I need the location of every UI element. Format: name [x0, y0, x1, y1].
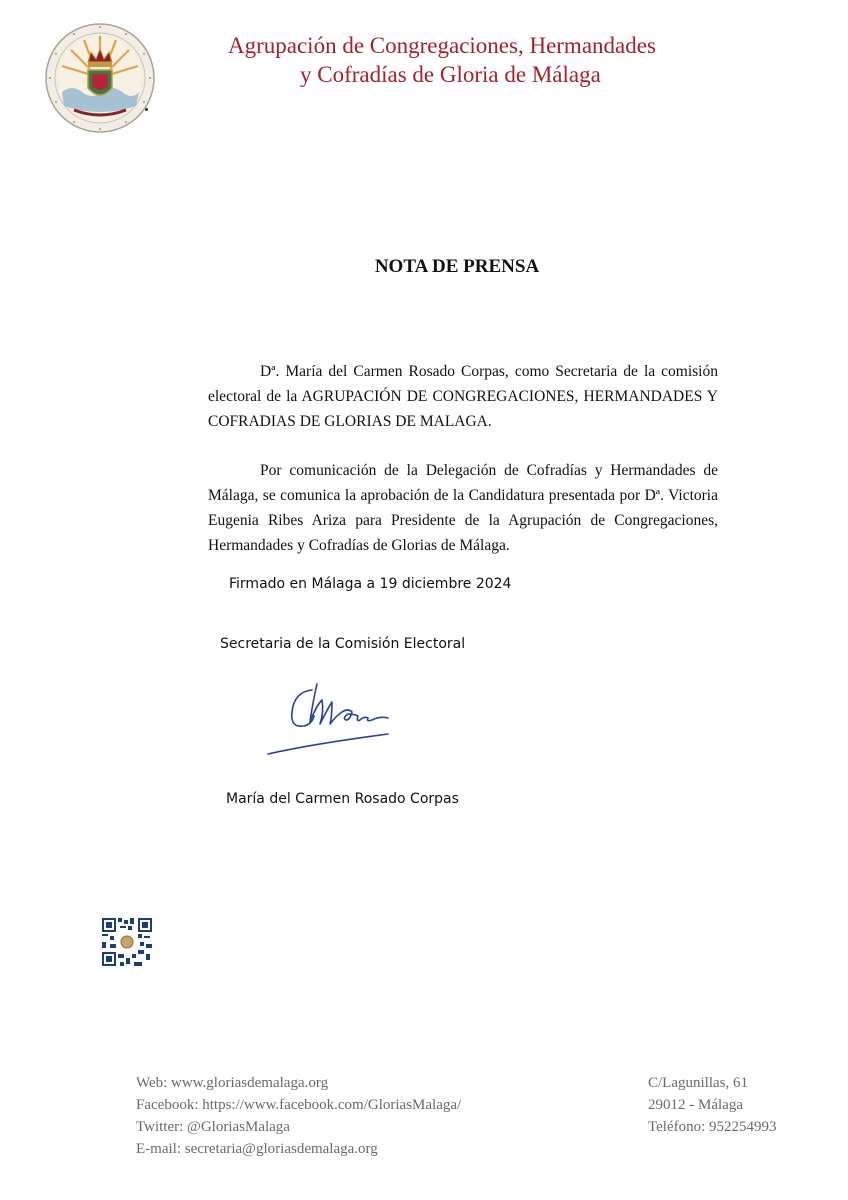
document-title: NOTA DE PRENSA [374, 256, 540, 277]
footer-web[interactable]: Web: www.gloriasdemalaga.org [136, 1075, 329, 1091]
footer-facebook[interactable]: Facebook: https://www.facebook.com/GloriasMalaga/ [136, 1097, 462, 1113]
footer-twitter[interactable]: Twitter: @GloriasMalaga [136, 1119, 290, 1135]
decorative-dot [145, 108, 148, 111]
footer-street: C/Lagunillas, 61 [648, 1075, 748, 1091]
footer-contact-block [136, 1072, 461, 1160]
body-paragraph-2: Por comunicación de la Delegación de Cofradías y Hermandades de Málaga, se comunica la aprobación de la Candidatura presentada por Dª. Victoria Eugenia Ribes Ariza para Presidente de la Agrupación de Congregaciones, Hermandades y Cofradías de Glorias de Málaga. [208, 462, 718, 554]
secretary-title: Secretaria de la Comisión Electoral [220, 636, 466, 652]
organization-name-line2: y Cofradías de Gloria de Málaga [300, 62, 601, 87]
footer-address-block [648, 1072, 777, 1138]
body-paragraph-1: Dª. María del Carmen Rosado Corpas, como Secretaria de la comisión electoral de la AGRUPACIÓN DE CONGREGACIONES, HERMANDADES Y COFRADIAS DE GLORIAS DE MALAGA. [208, 363, 718, 430]
footer-city: 29012 - Málaga [648, 1097, 743, 1113]
qr-code-icon[interactable] [102, 918, 152, 966]
handwritten-signature-icon [262, 676, 394, 758]
signed-date-line: Firmado en Málaga a 19 diciembre 2024 [229, 576, 512, 592]
secretary-name: María del Carmen Rosado Corpas [226, 791, 459, 807]
footer-phone: Teléfono: 952254993 [648, 1119, 777, 1135]
footer-email[interactable]: E-mail: secretaria@gloriasdemalaga.org [136, 1141, 378, 1157]
coat-of-arms-seal-icon [44, 22, 156, 134]
organization-name-line1: Agrupación de Congregaciones, Hermandades [228, 33, 656, 58]
